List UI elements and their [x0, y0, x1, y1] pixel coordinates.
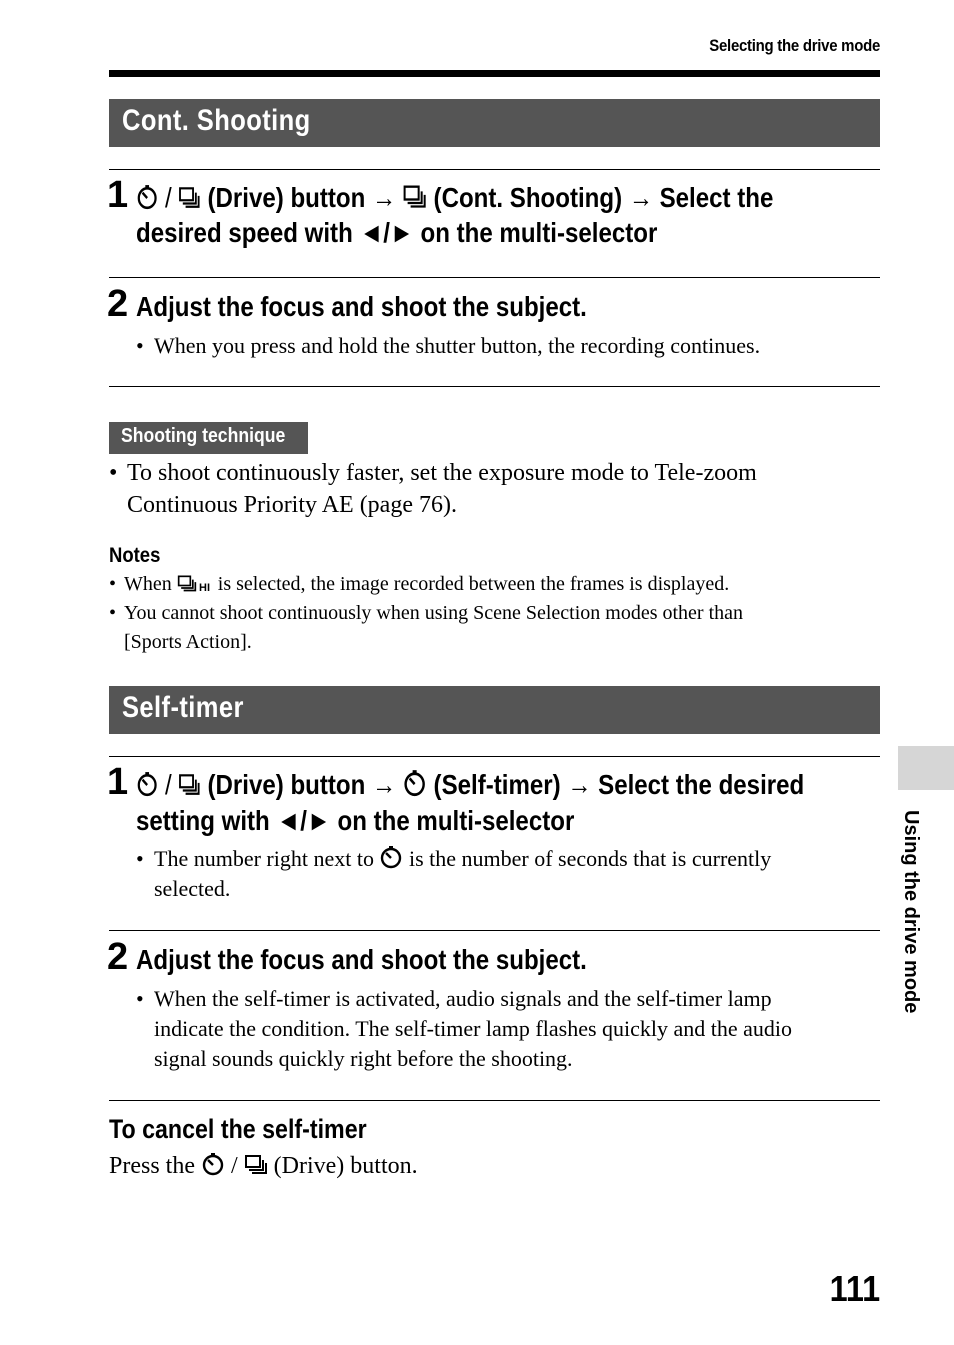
- note-item: • You cannot shoot continuously when using Scene Selection modes other than [Sports Action].: [109, 602, 744, 653]
- divider: [109, 277, 880, 278]
- continuous-shooting-icon: [403, 182, 427, 210]
- section-title: Cont. Shooting: [122, 104, 311, 137]
- step-title: Adjust the focus and shoot the subject.: [136, 944, 587, 975]
- step-title-line2: setting with ◄/► on the multi-selector: [136, 805, 575, 836]
- page-number: 111: [829, 1268, 880, 1309]
- cancel-text: Press the / (Drive) button.: [109, 1153, 418, 1179]
- step-title-line2: desired speed with ◄/► on the multi-selector: [136, 217, 658, 248]
- continuous-hi-icon: [177, 573, 213, 593]
- section-header-cont-shooting: [109, 99, 880, 147]
- section-header-self-timer: [109, 686, 880, 734]
- step-number: 1: [107, 761, 129, 803]
- note-item: • When HI is selected, the image recorded between the frames is displayed.: [109, 573, 730, 595]
- divider: [109, 386, 880, 387]
- self-timer-icon: [379, 845, 403, 869]
- step-title: / (Drive) button → (Self-timer) → Select the desired: [136, 767, 804, 802]
- bullet-item: • The number right next to is the number of seconds that is currently selected.: [136, 846, 772, 901]
- shooting-technique-tag: Shooting technique: [109, 422, 308, 454]
- divider: [109, 930, 880, 931]
- step-title: Adjust the focus and shoot the subject.: [136, 291, 587, 322]
- top-rule: [109, 70, 880, 77]
- svg-text:HI: HI: [198, 582, 210, 593]
- continuous-shooting-icon: [178, 184, 200, 210]
- step-number: 2: [107, 283, 129, 325]
- notes-title: Notes: [109, 544, 161, 567]
- section-title: Self-timer: [122, 691, 244, 724]
- running-head: Selecting the drive mode: [709, 36, 880, 55]
- bullet-item: • When the self-timer is activated, audio signals and the self-timer lamp indicate the condition. The self-timer lamp flashes quickly and the audio signal sounds quickly right before the shooting.: [136, 986, 793, 1071]
- divider: [109, 1100, 880, 1101]
- bullet-item: • When you press and hold the shutter button, the recording continues.: [136, 333, 761, 358]
- arrow-icon: →: [567, 769, 592, 800]
- step-number: 2: [107, 936, 129, 978]
- chapter-label: Using the drive mode: [900, 810, 922, 1014]
- step-title: / (Drive) button → (Cont. Shooting) → Select the: [136, 180, 773, 215]
- self-timer-icon: [136, 771, 158, 797]
- chapter-tab: [898, 746, 954, 790]
- technique-bullet: • To shoot continuously faster, set the exposure mode to Tele-zoom Continuous Priority AE (page 76).: [109, 460, 757, 518]
- self-timer-icon: [403, 769, 427, 797]
- self-timer-icon: [201, 1152, 225, 1176]
- divider: [109, 756, 880, 757]
- arrow-icon: →: [628, 182, 653, 213]
- arrow-icon: →: [372, 769, 397, 800]
- arrow-icon: →: [372, 182, 397, 213]
- step-number: 1: [107, 174, 129, 216]
- continuous-shooting-icon: [178, 771, 200, 797]
- self-timer-icon: [136, 184, 158, 210]
- divider: [109, 169, 880, 170]
- continuous-shooting-icon: [244, 1152, 268, 1176]
- cancel-heading: To cancel the self-timer: [109, 1114, 367, 1144]
